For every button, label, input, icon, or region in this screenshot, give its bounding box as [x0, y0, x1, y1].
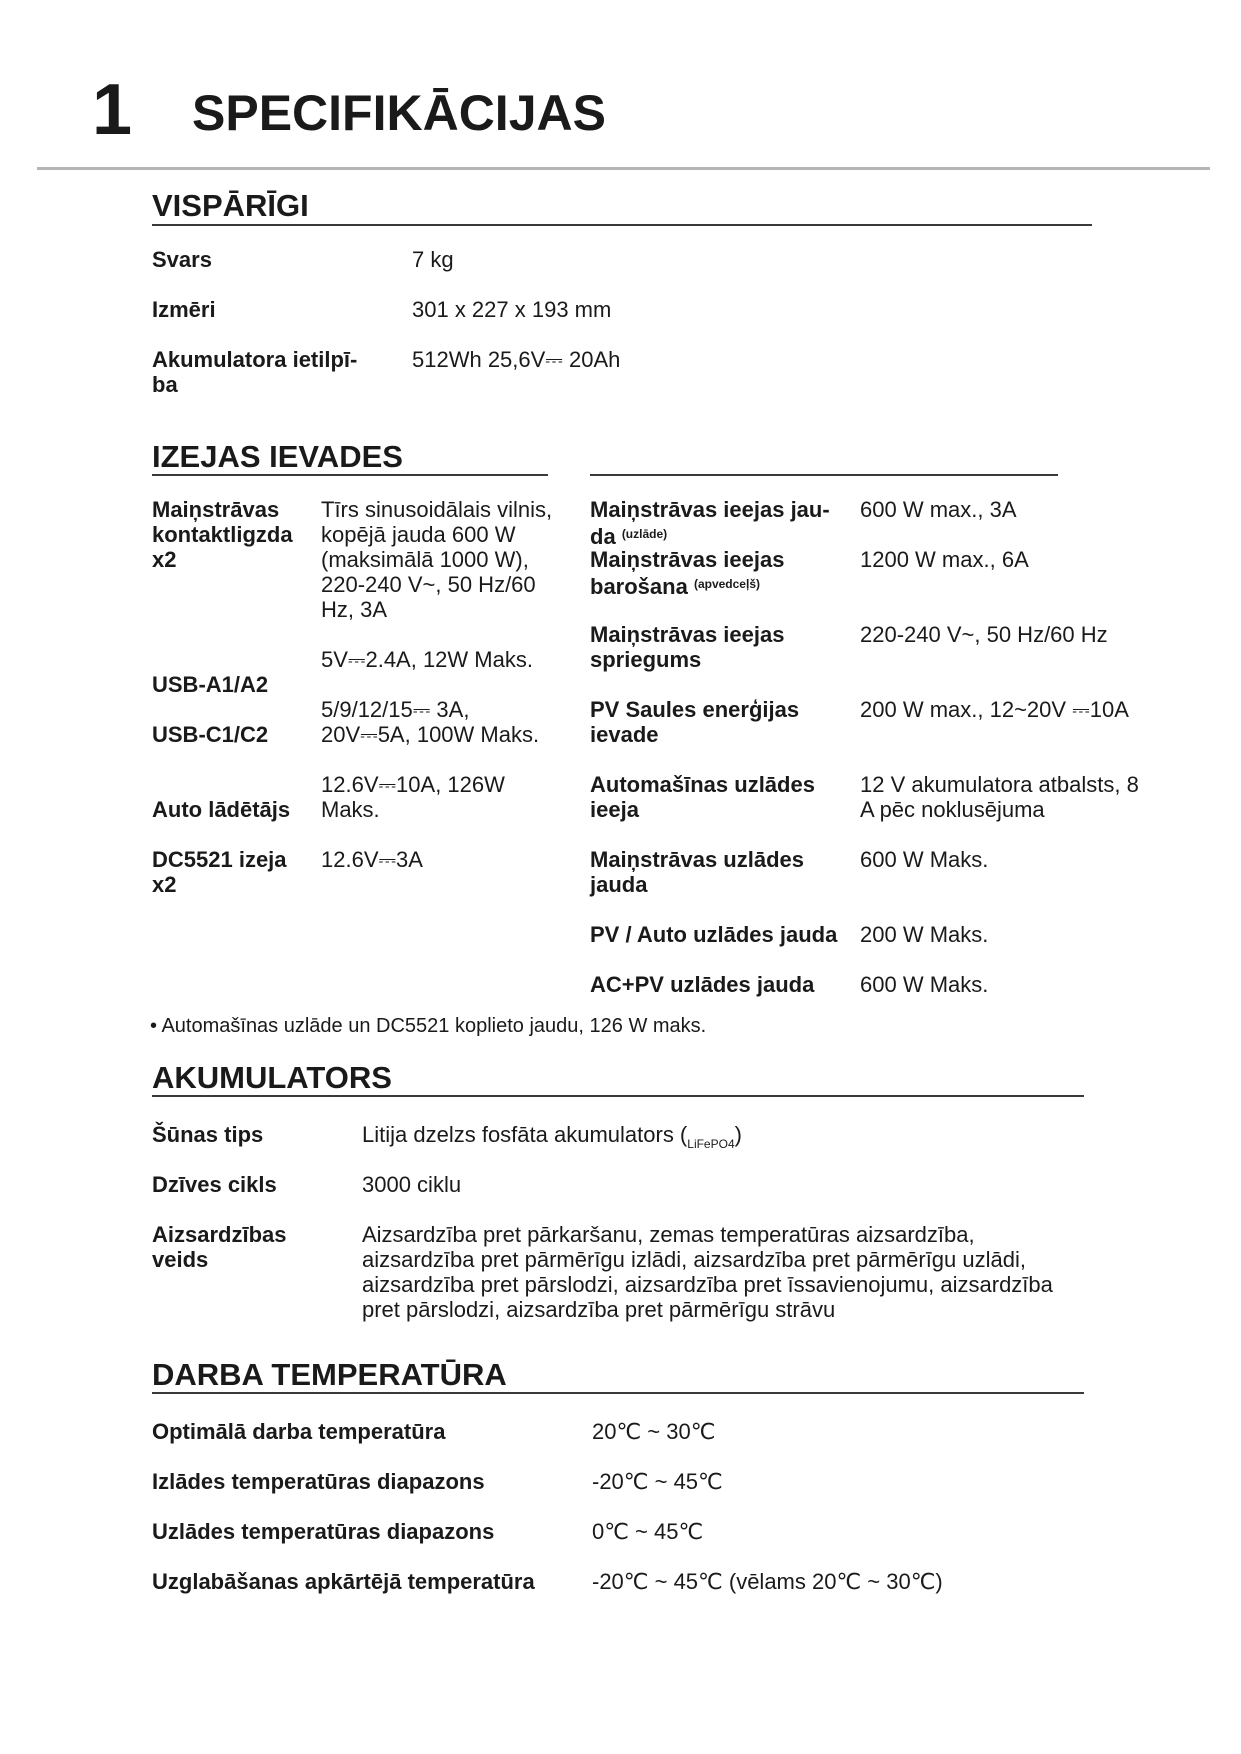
temp-label-storage: Uzglabāšanas apkārtējā temperatūra [152, 1569, 535, 1594]
output-label-ac [152, 497, 293, 572]
input-value-pv: 200 W max., 12~20V ⎓10A [860, 697, 1129, 722]
input-label-bypass-superscript: (apvedceļš) [693, 577, 760, 591]
general-label-capacity-line1: Akumulatora ietilpī- [152, 347, 358, 372]
output-value-car-line: 12.6V⎓10A, 126W [321, 772, 505, 797]
output-value-usbc [321, 697, 539, 747]
temp-value-optimal: 20℃ ~ 30℃ [592, 1419, 716, 1444]
general-label-dimensions: Izmēri [152, 297, 216, 322]
input-label-bypass [590, 547, 784, 599]
section-rule-battery [152, 1095, 1084, 1097]
header-divider [37, 167, 1210, 170]
battery-label-cell: Šūnas tips [152, 1122, 264, 1147]
input-label-bypass-line: Maiņstrāvas ieejas [590, 547, 785, 572]
output-label-dc-line: DC5521 izeja [152, 847, 287, 872]
output-value-ac-line: Tīrs sinusoidālais vilnis, [321, 497, 553, 522]
input-label-pv [590, 697, 799, 747]
battery-label-protection-line: Aizsardzības [152, 1222, 287, 1247]
battery-value-protection [362, 1222, 1053, 1322]
input-value-voltage: 220-240 V~, 50 Hz/60 Hz [860, 622, 1108, 647]
input-label-pv-line: PV Saules enerģijas [590, 697, 800, 722]
output-label-dc-line: x2 [152, 872, 177, 897]
input-label-car-charge [590, 772, 815, 822]
battery-value-life: 3000 ciklu [362, 1172, 462, 1197]
general-label-capacity [152, 347, 357, 397]
battery-label-protection-line: veids [152, 1247, 209, 1272]
general-value-capacity: 512Wh 25,6V⎓ 20Ah [412, 347, 621, 372]
input-label-ac-charge-line: jauda [590, 872, 648, 897]
chapter-number: 1 [92, 70, 132, 150]
output-value-ac [321, 497, 552, 622]
general-label-weight: Svars [152, 247, 212, 272]
output-label-car: Auto lādētājs [152, 797, 291, 822]
output-value-ac-line: kopējā jauda 600 W [321, 522, 516, 547]
temp-value-storage: -20℃ ~ 45℃ (vēlams 20℃ ~ 30℃) [592, 1569, 943, 1594]
section-heading-temperature: DARBA TEMPERATŪRA [152, 1357, 507, 1392]
battery-value-protection-line: aizsardzība pret pārmērīgu izlādi, aizsardzība pret pārmērīgu uzlādi, [362, 1247, 1026, 1272]
output-label-usba: USB-A1/A2 [152, 672, 269, 697]
input-value-car-charge-line: A pēc noklusējuma [860, 797, 1045, 822]
output-label-ac-line: kontaktligzda [152, 522, 293, 547]
input-label-car-charge-line: ieeja [590, 797, 639, 822]
battery-value-cell-close: ) [734, 1122, 742, 1147]
temp-label-charge: Uzlādes temperatūras diapazons [152, 1519, 495, 1544]
temp-value-discharge: -20℃ ~ 45℃ [592, 1469, 723, 1494]
output-label-usbc: USB-C1/C2 [152, 722, 269, 747]
chapter-title: SPECIFIKĀCIJAS [192, 85, 606, 141]
output-label-ac-line: Maiņstrāvas [152, 497, 280, 522]
input-value-car-charge-line: 12 V akumulatora atbalsts, 8 [860, 772, 1139, 797]
input-value-ac-power: 600 W max., 3A [860, 497, 1017, 522]
input-value-ac-pv: 600 W Maks. [860, 972, 989, 997]
battery-label-life: Dzīves cikls [152, 1172, 277, 1197]
section-heading-general: VISPĀRĪGI [152, 188, 309, 223]
temp-label-optimal: Optimālā darba temperatūra [152, 1419, 446, 1444]
output-value-usba: 5V⎓2.4A, 12W Maks. [321, 647, 533, 672]
general-value-weight: 7 kg [412, 247, 454, 272]
input-label-voltage-line: Maiņstrāvas ieejas [590, 622, 785, 647]
output-label-dc [152, 847, 287, 897]
input-value-pv-car: 200 W Maks. [860, 922, 989, 947]
output-value-dc: 12.6V⎓3A [321, 847, 423, 872]
general-value-dimensions: 301 x 227 x 193 mm [412, 297, 612, 322]
section-heading-battery: AKUMULATORS [152, 1060, 392, 1095]
section-rule-io-right [590, 474, 1058, 476]
section-heading-io: IZEJAS IEVADES [152, 439, 403, 474]
input-label-ac-charge [590, 847, 804, 897]
input-label-bypass-line: barošana [590, 574, 688, 599]
temp-label-discharge: Izlādes temperatūras diapazons [152, 1469, 485, 1494]
input-label-ac-power-line: Maiņstrāvas ieejas jau- [590, 497, 830, 522]
section-rule-general [152, 224, 1092, 226]
output-value-usbc-line: 5/9/12/15⎓ 3A, [321, 697, 470, 722]
battery-value-protection-line: pret pārslodzi, aizsardzība pret pārmērīgu strāvu [362, 1297, 836, 1322]
input-label-voltage [590, 622, 784, 672]
battery-label-protection [152, 1222, 287, 1272]
output-value-usbc-line: 20V⎓5A, 100W Maks. [321, 722, 540, 747]
battery-value-cell-text: Litija dzelzs fosfāta akumulators ( [362, 1122, 688, 1147]
output-value-car [321, 772, 505, 822]
section-rule-temperature [152, 1392, 1084, 1394]
battery-value-protection-line: Aizsardzība pret pārkaršanu, zemas temperatūras aizsardzība, [362, 1222, 975, 1247]
output-value-car-line: Maks. [321, 797, 380, 822]
output-label-ac-line: x2 [152, 547, 177, 572]
input-label-car-charge-line: Automašīnas uzlādes [590, 772, 815, 797]
input-label-voltage-line: spriegums [590, 647, 702, 672]
battery-value-cell [362, 1122, 742, 1157]
input-label-ac-power [590, 497, 830, 549]
section-rule-io-left [152, 474, 548, 476]
input-value-bypass: 1200 W max., 6A [860, 547, 1029, 572]
output-value-ac-line: Hz, 3A [321, 597, 388, 622]
temp-value-charge: 0℃ ~ 45℃ [592, 1519, 704, 1544]
input-label-ac-charge-line: Maiņstrāvas uzlādes [590, 847, 804, 872]
general-label-capacity-line2: ba [152, 372, 178, 397]
input-label-pv-line: ievade [590, 722, 659, 747]
battery-value-protection-line: aizsardzība pret pārslodzi, aizsardzība pret īssavienojumu, aizsardzība [362, 1272, 1053, 1297]
output-value-ac-line: 220-240 V~, 50 Hz/60 [321, 572, 536, 597]
input-value-car-charge [860, 772, 1139, 822]
input-label-ac-power-superscript: (uzlāde) [621, 527, 668, 541]
output-value-ac-line: (maksimālā 1000 W), [321, 547, 529, 572]
input-label-pv-car: PV / Auto uzlādes jauda [590, 922, 838, 947]
input-value-ac-charge: 600 W Maks. [860, 847, 989, 872]
input-label-ac-pv: AC+PV uzlādes jauda [590, 972, 815, 997]
input-label-ac-power-line: da [590, 524, 616, 549]
battery-value-cell-subscript: LiFePO4 [687, 1137, 735, 1151]
io-footnote: • Automašīnas uzlāde un DC5521 koplieto jaudu, 126 W maks. [150, 1015, 707, 1037]
